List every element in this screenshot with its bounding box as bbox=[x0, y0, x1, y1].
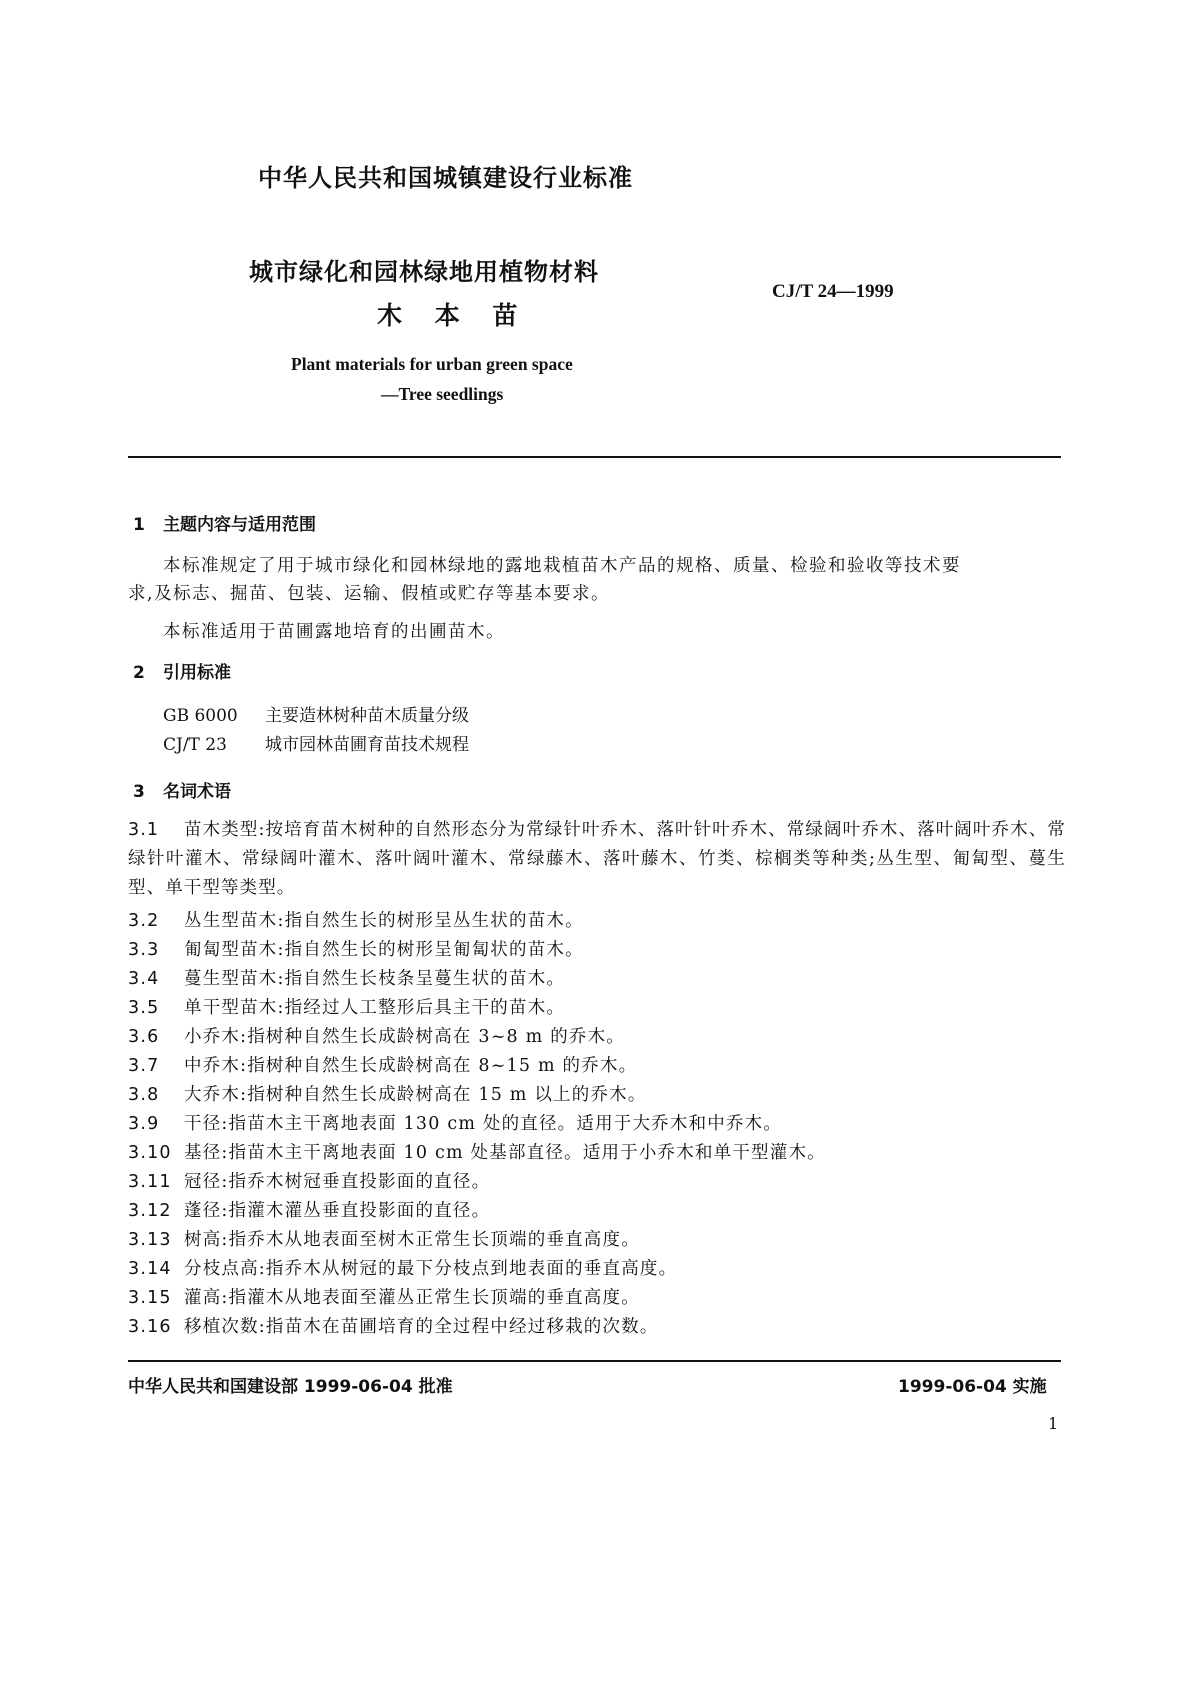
document-subtitle: 木 本 苗 bbox=[377, 301, 530, 330]
term-definition: 干径:指苗木主干离地表面 130 cm 处的直径。适用于大乔木和中乔木。 bbox=[184, 1114, 783, 1134]
term-item bbox=[128, 1313, 659, 1338]
approval-note: 中华人民共和国建设部 1999-06-04 批准 bbox=[128, 1377, 453, 1397]
section-title: 名词术语 bbox=[163, 782, 231, 802]
term-definition: 蓬径:指灌木灌丛垂直投影面的直径。 bbox=[184, 1201, 491, 1221]
term-definition: 中乔木:指树种自然生长成龄树高在 8~15 m 的乔木。 bbox=[184, 1056, 638, 1076]
term-number: 3.13 bbox=[128, 1230, 172, 1250]
term-definition: 移植次数:指苗木在苗圃培育的全过程中经过移栽的次数。 bbox=[184, 1317, 659, 1337]
term-number: 3.12 bbox=[128, 1201, 172, 1221]
term-number: 3.11 bbox=[128, 1172, 172, 1192]
term-item bbox=[128, 1168, 490, 1193]
term-item bbox=[128, 1139, 826, 1164]
term-number: 3.6 bbox=[128, 1027, 160, 1047]
term-number: 3.5 bbox=[128, 998, 160, 1018]
standard-category: 中华人民共和国城镇建设行业标准 bbox=[258, 164, 633, 192]
term-number: 3.10 bbox=[128, 1143, 172, 1163]
term-number: 3.8 bbox=[128, 1085, 160, 1105]
term-item bbox=[128, 1226, 640, 1251]
document-title: 城市绿化和园林绿地用植物材料 bbox=[249, 258, 599, 286]
term-number: 3.16 bbox=[128, 1317, 172, 1337]
term-item bbox=[128, 1284, 640, 1309]
reference-title: 城市园林苗圃育苗技术规程 bbox=[265, 735, 469, 755]
term-item bbox=[128, 965, 565, 990]
term-definition: 基径:指苗木主干离地表面 10 cm 处基部直径。适用于小乔木和单干型灌木。 bbox=[184, 1143, 826, 1163]
term-definition: 小乔木:指树种自然生长成龄树高在 3~8 m 的乔木。 bbox=[184, 1027, 626, 1047]
term-item bbox=[128, 1081, 647, 1106]
term-definition: 大乔木:指树种自然生长成龄树高在 15 m 以上的乔木。 bbox=[184, 1085, 647, 1105]
term-number: 3.15 bbox=[128, 1288, 172, 1308]
term-definition: 蔓生型苗木:指自然生长枝条呈蔓生状的苗木。 bbox=[184, 969, 566, 989]
section-1-heading bbox=[133, 510, 316, 535]
term-definition: 苗木类型:按培育苗木树种的自然形态分为常绿针叶乔木、落叶针叶乔木、常绿阔叶乔木、落叶阔叶乔木、常绿针叶灌木、常绿阔叶灌木、落叶阔叶灌木、常绿藤木、落叶藤木、竹类、棕榈类等种类;丛生型、匍匐型、蔓生型、单干型等类型。 bbox=[128, 820, 1066, 898]
section-number: 1 bbox=[133, 515, 145, 535]
standard-code: CJ/T 24—1999 bbox=[772, 281, 894, 302]
term-item bbox=[128, 1197, 490, 1222]
section-number: 3 bbox=[133, 782, 145, 802]
section-number: 2 bbox=[133, 663, 145, 683]
term-3-1 bbox=[128, 816, 1066, 903]
term-definition: 丛生型苗木:指自然生长的树形呈丛生状的苗木。 bbox=[184, 911, 584, 931]
term-item bbox=[128, 907, 584, 932]
term-definition: 匍匐型苗木:指自然生长的树形呈匍匐状的苗木。 bbox=[184, 940, 584, 960]
section-2-heading bbox=[133, 658, 231, 683]
term-item bbox=[128, 1255, 677, 1280]
term-definition: 分枝点高:指乔木从树冠的最下分枝点到地表面的垂直高度。 bbox=[184, 1259, 678, 1279]
section-3-heading bbox=[133, 777, 231, 802]
term-definition: 灌高:指灌木从地表面至灌丛正常生长顶端的垂直高度。 bbox=[184, 1288, 640, 1308]
term-item bbox=[128, 936, 584, 961]
term-number: 3.7 bbox=[128, 1056, 160, 1076]
footer-divider bbox=[128, 1360, 1061, 1362]
reference-item bbox=[163, 701, 469, 726]
section-1-paragraph-line: 求,及标志、掘苗、包装、运输、假植或贮存等基本要求。 bbox=[128, 584, 611, 604]
section-1-paragraph-line: 本标准规定了用于城市绿化和园林绿地的露地栽植苗木产品的规格、质量、检验和验收等技术要 bbox=[163, 556, 961, 576]
term-number: 3.3 bbox=[128, 940, 160, 960]
term-item bbox=[128, 994, 565, 1019]
page-number: 1 bbox=[1048, 1414, 1059, 1433]
english-title: Plant materials for urban green space bbox=[291, 354, 573, 374]
term-item bbox=[128, 1110, 782, 1135]
term-item bbox=[128, 1052, 637, 1077]
section-title: 主题内容与适用范围 bbox=[163, 515, 316, 535]
header-divider bbox=[128, 456, 1061, 458]
implementation-date: 1999-06-04 实施 bbox=[898, 1377, 1047, 1397]
section-1-scope: 本标准适用于苗圃露地培育的出圃苗木。 bbox=[163, 622, 505, 642]
reference-item bbox=[163, 730, 469, 755]
term-number: 3.14 bbox=[128, 1259, 172, 1279]
reference-title: 主要造林树种苗木质量分级 bbox=[265, 706, 469, 726]
english-subtitle: —Tree seedlings bbox=[381, 384, 504, 404]
term-number: 3.2 bbox=[128, 911, 160, 931]
term-number: 3.4 bbox=[128, 969, 160, 989]
term-definition: 冠径:指乔木树冠垂直投影面的直径。 bbox=[184, 1172, 491, 1192]
reference-code: GB 6000 bbox=[163, 706, 238, 726]
term-definition: 单干型苗木:指经过人工整形后具主干的苗木。 bbox=[184, 998, 566, 1018]
reference-code: CJ/T 23 bbox=[163, 735, 227, 755]
section-title: 引用标准 bbox=[163, 663, 231, 683]
term-definition: 树高:指乔木从地表面至树木正常生长顶端的垂直高度。 bbox=[184, 1230, 640, 1250]
term-number: 3.9 bbox=[128, 1114, 160, 1134]
term-item bbox=[128, 1023, 625, 1048]
term-number: 3.1 bbox=[128, 820, 160, 840]
